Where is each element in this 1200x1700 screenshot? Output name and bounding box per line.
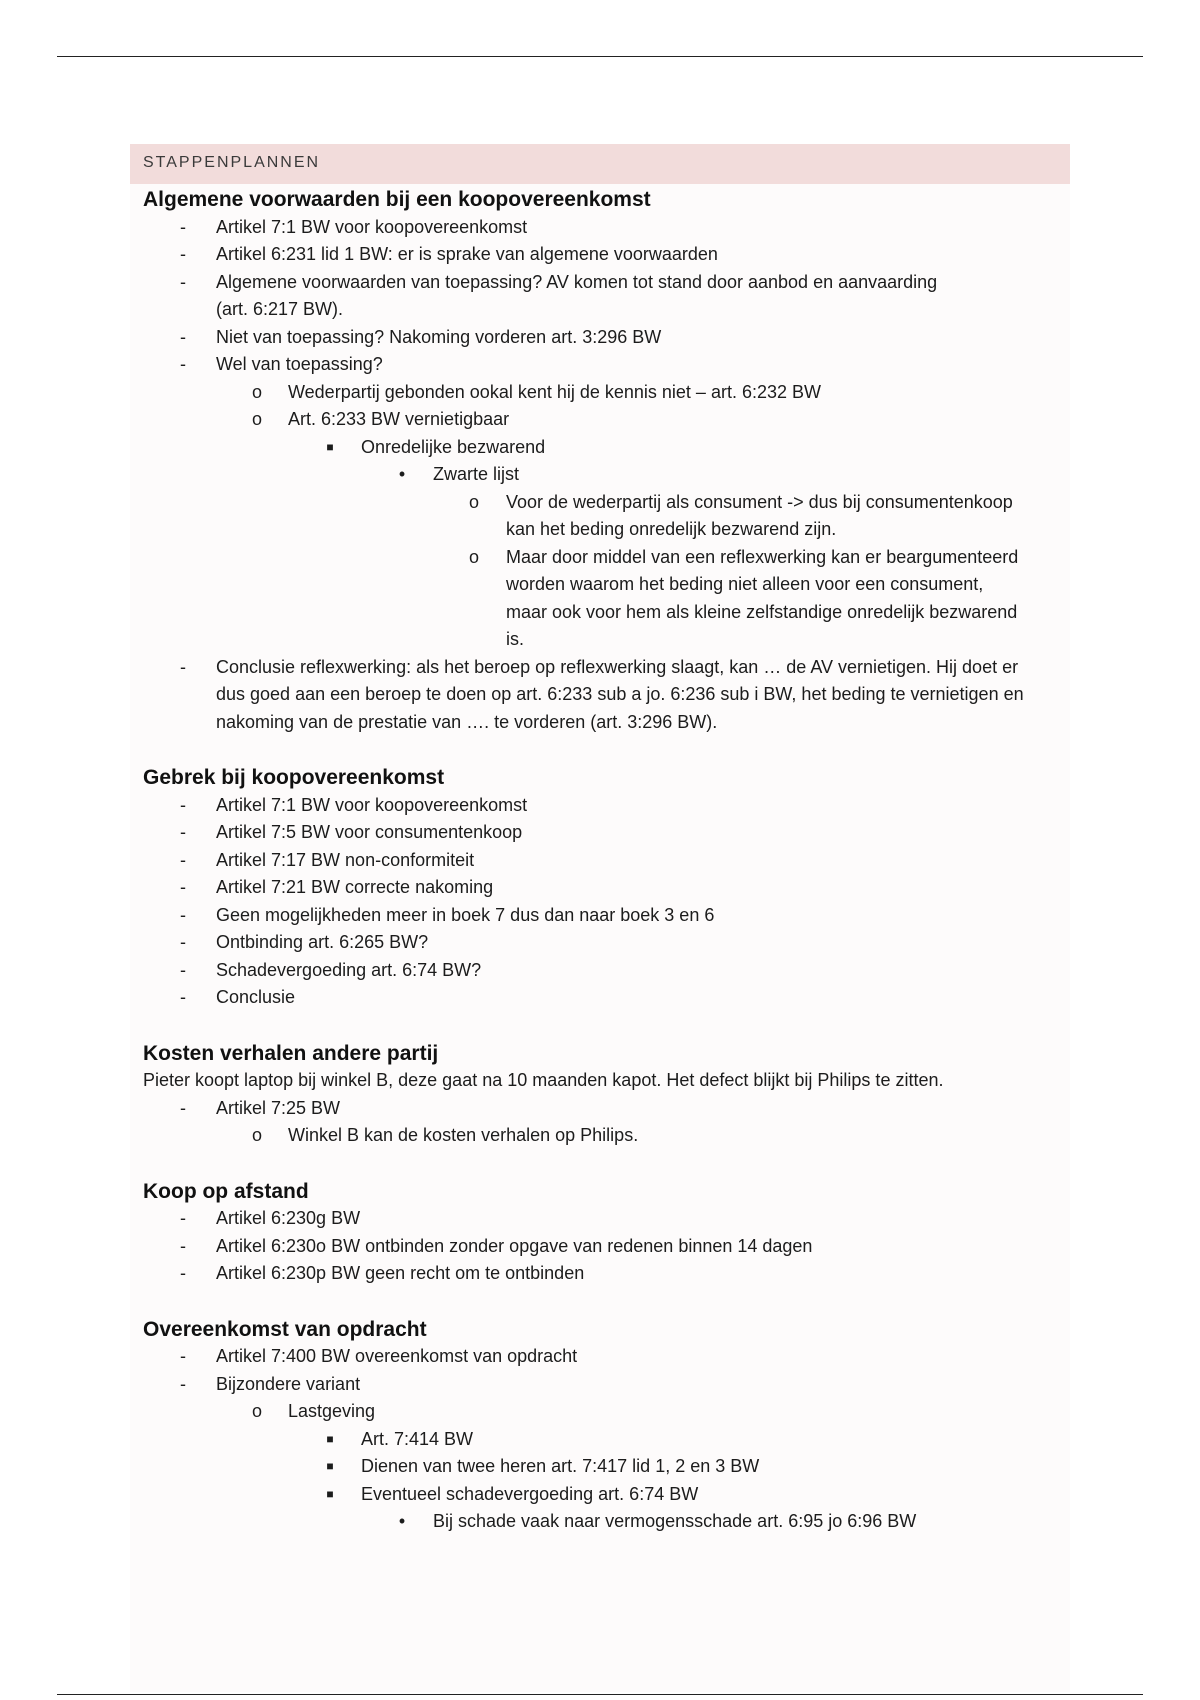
dash-marker: - <box>180 849 186 870</box>
dash-marker: - <box>180 244 186 264</box>
dash-marker: - <box>180 656 186 677</box>
dash-marker: - <box>180 1097 186 1118</box>
dash-marker: - <box>180 326 186 347</box>
circle-marker: o <box>251 409 262 429</box>
dash-marker: - <box>180 1263 186 1283</box>
square-marker: ■ <box>326 1486 334 1501</box>
dash-marker: - <box>180 877 186 897</box>
list-item: o Maar door middel van een reflexwerking kan er beargumenteerd worden waarom het beding niet alleen voor een consument, maar ook voor hem als kleine zelfstandige onredelijk bezwarend is. <box>143 544 1063 654</box>
list-item: - Artikel 7:400 BW overeenkomst van opdracht <box>143 1343 1063 1371</box>
square-marker: ■ <box>326 1431 334 1446</box>
heading-koop-op-afstand: Koop op afstand <box>143 1179 309 1203</box>
list-item: - Schadevergoeding art. 6:74 BW? <box>143 957 1063 985</box>
heading-algemene-voorwaarden: Algemene voorwaarden bij een koopovereenkomst <box>143 188 651 211</box>
list-item: ■ Art. 7:414 BW <box>143 1426 1063 1454</box>
dash-marker: - <box>180 1373 186 1394</box>
list-item: - Artikel 7:21 BW correcte nakoming <box>143 874 1063 902</box>
dash-marker: - <box>180 794 186 815</box>
dash-marker: - <box>180 1346 186 1366</box>
circle-marker: o <box>251 381 262 402</box>
list-item: - Niet van toepassing? Nakoming vorderen art. 3:296 BW <box>143 324 1063 352</box>
list-item: • Zwarte lijst <box>143 461 1063 489</box>
list-item: ■ Onredelijke bezwarend <box>143 434 1063 462</box>
list-item: - Artikel 7:1 BW voor koopovereenkomst <box>143 214 1063 242</box>
dash-marker: - <box>180 1208 186 1228</box>
dash-marker: - <box>180 932 186 952</box>
list-item: ■ Dienen van twee heren art. 7:417 lid 1, 2 en 3 BW <box>143 1453 1063 1481</box>
dash-marker: - <box>180 354 186 374</box>
bullet-marker: • <box>398 1511 406 1531</box>
dash-marker: - <box>180 987 186 1007</box>
list-item: o Wederpartij gebonden ookal kent hij de kennis niet – art. 6:232 BW <box>143 379 1063 407</box>
dash-marker: - <box>180 904 186 925</box>
list-item: o Voor de wederpartij als consument -> dus bij consumentenkoop kan het beding onredelijk bezwarend zijn. <box>143 489 1063 544</box>
list-item: - Artikel 6:230g BW <box>143 1205 1063 1233</box>
list-item: ■ Eventueel schadevergoeding art. 6:74 BW <box>143 1481 1063 1509</box>
list-item: - Algemene voorwaarden van toepassing? AV komen tot stand door aanbod en aanvaarding (art. 6:217 BW). <box>143 269 1063 324</box>
circle-marker: o <box>251 1125 262 1145</box>
dash-marker: - <box>180 1235 186 1256</box>
circle-marker: o <box>251 1401 262 1421</box>
list-item: - Artikel 6:231 lid 1 BW: er is sprake van algemene voorwaarden <box>143 241 1063 269</box>
square-marker: ■ <box>326 1459 334 1473</box>
list-item: - Artikel 7:25 BW <box>143 1095 1063 1123</box>
list-item: - Artikel 6:230o BW ontbinden zonder opgave van redenen binnen 14 dagen <box>143 1233 1063 1261</box>
list-item: - Conclusie reflexwerking: als het beroep op reflexwerking slaagt, kan … de AV vernietigen. Hij doet er dus goed aan een beroep te doen op art. 6:233 sub a jo. 6:236 sub i BW, het beding te vernietigen en nakoming van de prestatie van …. te vorderen (art. 3:296 BW). <box>143 654 1063 737</box>
bullet-marker: • <box>398 464 406 484</box>
list-item: - Artikel 7:17 BW non-conformiteit <box>143 847 1063 875</box>
list-item: - Bijzondere variant <box>143 1371 1063 1399</box>
list-item: o Lastgeving <box>143 1398 1063 1426</box>
list-item: - Geen mogelijkheden meer in boek 7 dus dan naar boek 3 en 6 <box>143 902 1063 930</box>
square-marker: ■ <box>326 439 334 454</box>
list-item: - Conclusie <box>143 984 1063 1012</box>
intro-paragraph: Pieter koopt laptop bij winkel B, deze gaat na 10 maanden kapot. Het defect blijkt bij Philips te zitten. <box>143 1070 944 1090</box>
list-item: o Winkel B kan de kosten verhalen op Philips. <box>143 1122 1063 1150</box>
list-item: • Bij schade vaak naar vermogensschade art. 6:95 jo 6:96 BW <box>143 1508 1063 1536</box>
circle-marker: o <box>468 546 479 567</box>
dash-marker: - <box>180 216 186 237</box>
dash-marker: - <box>180 959 186 980</box>
footer-rule <box>57 1694 1143 1695</box>
dash-marker: - <box>180 271 186 292</box>
document-body <box>143 186 1063 1536</box>
header-rule <box>57 56 1143 57</box>
list-item: o Art. 6:233 BW vernietigbaar <box>143 406 1063 434</box>
list-item: - Artikel 7:1 BW voor koopovereenkomst <box>143 792 1063 820</box>
list-item: - Wel van toepassing? <box>143 351 1063 379</box>
heading-kosten-verhalen: Kosten verhalen andere partij <box>143 1041 439 1065</box>
heading-gebrek: Gebrek bij koopovereenkomst <box>143 766 445 789</box>
dash-marker: - <box>180 822 186 842</box>
circle-marker: o <box>468 491 479 512</box>
list-item: - Ontbinding art. 6:265 BW? <box>143 929 1063 957</box>
list-item: - Artikel 7:5 BW voor consumentenkoop <box>143 819 1063 847</box>
list-item: - Artikel 6:230p BW geen recht om te ontbinden <box>143 1260 1063 1288</box>
heading-overeenkomst-opdracht: Overeenkomst van opdracht <box>143 1317 427 1341</box>
banner-title: STAPPENPLANNEN <box>143 154 321 171</box>
